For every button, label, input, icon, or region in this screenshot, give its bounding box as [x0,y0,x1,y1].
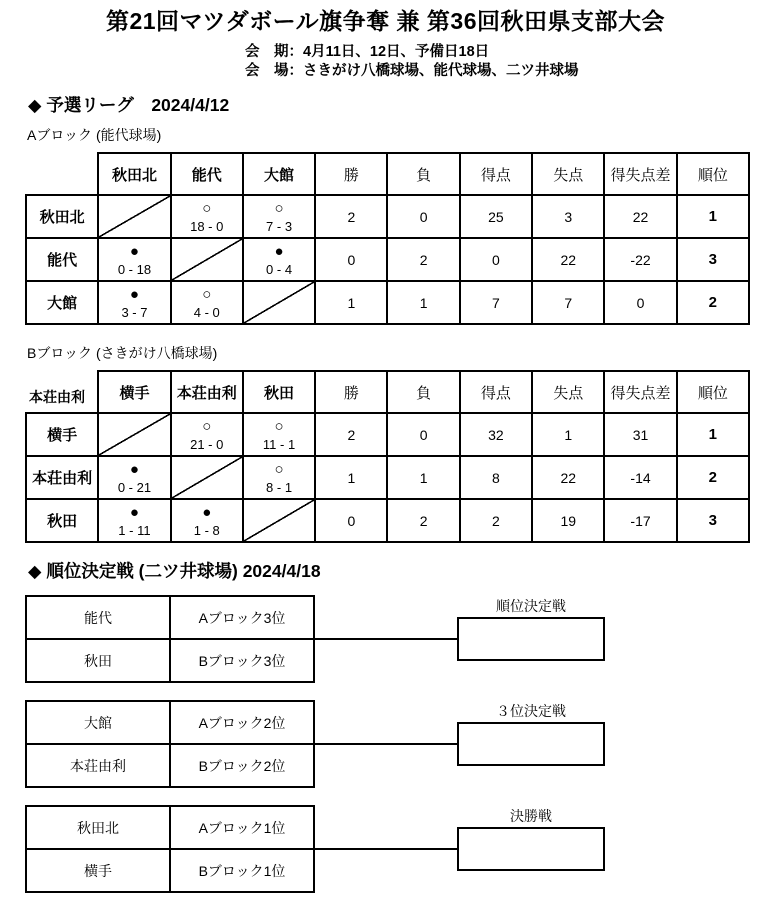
opponent-header: 能代 [171,153,243,195]
opponent-header: 秋田 [243,371,315,413]
stat-value-cell: 2 [315,195,387,238]
result-score: 7 - 3 [266,219,293,234]
stat-value-cell: 8 [460,456,532,499]
stat-value-cell: 0 [387,195,459,238]
bracket-rank-decider [25,595,748,685]
team-name-cell: 秋田北 [26,195,98,238]
team-cell: 大館 [26,701,170,744]
stat-value-cell: 1 [532,413,604,456]
rank-cell: 2 [677,281,749,324]
stat-value-cell: 2 [387,499,459,542]
match-label: 順位決定戦 [496,598,566,614]
team-name-cell: 能代 [26,238,98,281]
stat-value-cell: 31 [604,413,676,456]
result-score: 21 - 0 [190,437,224,452]
table-row [26,413,749,456]
stat-value-cell: 2 [460,499,532,542]
league-table-b [25,370,750,543]
stat-header: 失点 [532,371,604,413]
opponent-header: 本荘由利 [171,371,243,413]
stat-header: 得点 [460,371,532,413]
seed-cell: Bブロック3位 [170,639,314,682]
stat-value-cell: 19 [532,499,604,542]
stat-header: 勝 [315,153,387,195]
stat-header: 得失点差 [604,371,676,413]
seed-cell: Aブロック2位 [170,701,314,744]
match-label: ３位決定戦 [496,703,566,719]
corner-cell [26,153,98,195]
opponent-header: 大館 [243,153,315,195]
match-result-cell [243,413,315,456]
match-result-box [457,617,605,661]
stat-value-cell: 22 [532,456,604,499]
result-score: 0 - 21 [117,480,152,495]
meta-info [245,43,771,81]
table-row [26,281,749,324]
team-name-cell: 秋田 [26,499,98,542]
self-match-cell [243,499,315,542]
corner-cell: 本荘由利 [29,389,85,405]
stat-value-cell: 32 [460,413,532,456]
team-name-cell: 横手 [26,413,98,456]
stat-value-cell: 2 [387,238,459,281]
team-cell: 能代 [26,596,170,639]
win-mark: ○ [202,286,212,303]
tournament-title: 第21回マツダボール旗争奪 兼 第36回秋田県支部大会 [105,8,666,34]
stat-value-cell: 0 [315,499,387,542]
self-match-cell [98,195,170,238]
table-row [26,195,749,238]
rank-cell: 3 [677,238,749,281]
win-mark: ○ [202,418,212,435]
table-row [26,596,314,639]
stat-value-cell: -22 [604,238,676,281]
result-score: 4 - 0 [193,305,220,320]
loss-mark: ● [129,286,139,303]
self-match-cell [171,456,243,499]
section-heading-placement: ◆ 順位決定戦 (二ツ井球場) 2024/4/18 [28,561,321,581]
table-row [26,849,314,892]
stat-value-cell: 2 [315,413,387,456]
stat-value-cell: 22 [604,195,676,238]
stat-header: 失点 [532,153,604,195]
stat-value-cell: 0 [604,281,676,324]
result-score: 3 - 7 [121,305,148,320]
result-score: 0 - 4 [266,262,293,277]
block-b-label: Bブロック (さきがけ八橋球場) [27,345,218,361]
match-result-cell [171,499,243,542]
meta-dates: 会 期：4月11日、12日、予備日18日 [245,44,490,60]
table-row [26,806,314,849]
bracket-final [25,805,748,895]
match-label: 決勝戦 [510,808,552,824]
result-score: 18 - 0 [190,219,224,234]
stat-value-cell: 3 [532,195,604,238]
connector-line [313,743,459,745]
team-name-cell: 大館 [26,281,98,324]
table-row [26,639,314,682]
stat-header: 負 [387,371,459,413]
self-match-cell [171,238,243,281]
team-cell: 秋田北 [26,806,170,849]
match-result-cell [243,238,315,281]
loss-mark: ● [129,504,139,521]
stat-value-cell: 0 [460,238,532,281]
stat-value-cell: 7 [532,281,604,324]
seed-cell: Aブロック1位 [170,806,314,849]
match-result-cell [98,281,170,324]
rank-cell: 2 [677,456,749,499]
loss-mark: ● [202,504,212,521]
bracket-third-place [25,700,748,790]
bracket-table [25,805,315,893]
team-cell: 本荘由利 [26,744,170,787]
loss-mark: ● [129,461,139,478]
stat-value-cell: -14 [604,456,676,499]
win-mark: ○ [274,418,284,435]
stat-header: 順位 [677,153,749,195]
stat-value-cell: 0 [315,238,387,281]
table-row [26,499,749,542]
match-result-cell [171,413,243,456]
team-cell: 秋田 [26,639,170,682]
opponent-header: 横手 [98,371,170,413]
match-result-box [457,827,605,871]
table-row [26,701,314,744]
stat-header: 得点 [460,153,532,195]
connector-line [313,638,459,640]
stat-header: 順位 [677,371,749,413]
match-result-cell [98,499,170,542]
self-match-cell [98,413,170,456]
block-a-label: Aブロック (能代球場) [27,127,162,143]
stat-value-cell: 1 [315,281,387,324]
win-mark: ○ [274,200,284,217]
match-result-cell [171,195,243,238]
team-cell: 横手 [26,849,170,892]
stat-header: 負 [387,153,459,195]
seed-cell: Aブロック3位 [170,596,314,639]
meta-venues: 会 場：さきがけ八橋球場、能代球場、二ツ井球場 [245,63,579,79]
stat-value-cell: 0 [387,413,459,456]
connector-line [313,848,459,850]
result-score: 1 - 8 [193,523,220,538]
match-result-box [457,722,605,766]
bracket-table [25,595,315,683]
stat-value-cell: 22 [532,238,604,281]
result-score: 0 - 18 [117,262,152,277]
stat-value-cell: -17 [604,499,676,542]
loss-mark: ● [274,243,284,260]
stat-value-cell: 7 [460,281,532,324]
match-result-cell [98,238,170,281]
win-mark: ○ [202,200,212,217]
team-name-cell: 本荘由利 [26,456,98,499]
table-row [26,456,749,499]
table-row [26,238,749,281]
stat-value-cell: 1 [315,456,387,499]
rank-cell: 3 [677,499,749,542]
opponent-header: 秋田北 [98,153,170,195]
loss-mark: ● [129,243,139,260]
rank-cell: 1 [677,413,749,456]
seed-cell: Bブロック2位 [170,744,314,787]
result-score: 11 - 1 [262,437,296,452]
match-result-cell [171,281,243,324]
stat-value-cell: 25 [460,195,532,238]
result-score: 1 - 11 [118,523,151,538]
table-row [26,744,314,787]
bracket-table [25,700,315,788]
self-match-cell [243,281,315,324]
win-mark: ○ [274,461,284,478]
result-score: 8 - 1 [266,480,293,495]
stat-header: 得失点差 [604,153,676,195]
section-heading-preliminary: ◆ 予選リーグ 2024/4/12 [28,95,230,115]
match-result-cell [98,456,170,499]
rank-cell: 1 [677,195,749,238]
match-result-cell [243,195,315,238]
seed-cell: Bブロック1位 [170,849,314,892]
match-result-cell [243,456,315,499]
stat-value-cell: 1 [387,456,459,499]
stat-header: 勝 [315,371,387,413]
stat-value-cell: 1 [387,281,459,324]
league-table-a [25,152,750,325]
